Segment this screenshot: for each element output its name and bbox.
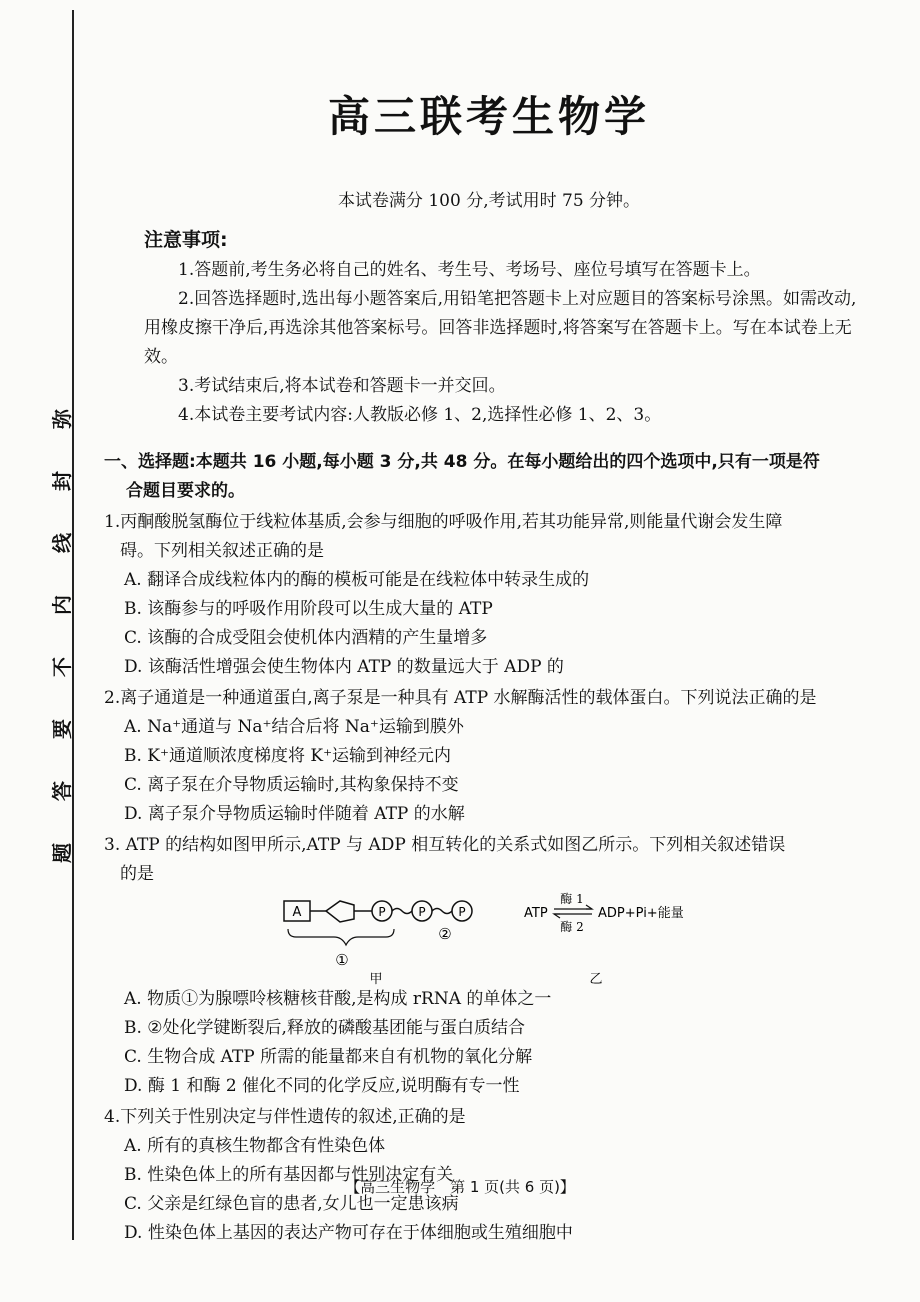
exam-page [104,72,874,1248]
section-line: 一、选择题:本题共 16 小题,每小题 3 分,共 48 分。在每小题给出的四个选项中,只有一项是符 [104,452,820,472]
phosphate-label: P [378,905,386,919]
option-d: D. 离子泵介导物质运输时伴随着 ATP 的水解 [124,804,465,824]
phosphate-label: P [418,905,426,919]
atp-diagram [104,889,874,985]
option-d: D. 酶 1 和酶 2 催化不同的化学反应,说明酶有专一性 [124,1076,520,1096]
option-c: C. 离子泵在介导物质运输时,其构象保持不变 [124,775,459,795]
option-c: C. 该酶的合成受阻会使机体内酒精的产生量增多 [124,628,488,648]
seal-char: 题 [50,843,74,863]
brace-1 [288,929,394,945]
section-heading [104,448,874,506]
option-c: C. 父亲是红绿色盲的患者,女儿也一定患该病 [124,1194,459,1214]
seal-char: 不 [50,657,74,677]
option-a: A. 翻译合成线粒体内的酶的模板可能是在线粒体中转录生成的 [124,570,590,590]
question-3 [104,831,874,1101]
seal-char: 内 [50,595,74,615]
seal-char: 封 [50,471,74,491]
mark-2: ② [438,925,452,943]
question-stem-cont: 的是 [120,864,154,884]
option-c: C. 生物合成 ATP 所需的能量都来自有机物的氧化分解 [124,1047,533,1067]
question-1 [104,508,874,682]
question-2 [104,684,874,829]
question-stem: 1.丙酮酸脱氢酶位于线粒体基质,会参与细胞的呼吸作用,若其功能异常,则能量代谢会发生障 [104,512,783,532]
option-b: B. 性染色体上的所有基因都与性别决定有关 [124,1165,454,1185]
option-b: B. 该酶参与的呼吸作用阶段可以生成大量的 ATP [124,599,493,619]
products-label: ADP+Pi+能量 [598,906,684,921]
option-b: B. K⁺通道顺浓度梯度将 K⁺运输到神经元内 [124,746,452,766]
question-stem-cont: 碍。下列相关叙述正确的是 [120,541,324,561]
mark-1: ① [335,951,349,969]
notice-list [144,256,864,430]
notice-item: 3.考试结束后,将本试卷和答题卡一并交回。 [178,376,506,396]
seal-char: 线 [50,533,74,553]
question-stem: 3. ATP 的结构如图甲所示,ATP 与 ADP 相互转化的关系式如图乙所示。下列相关叙述错误 [104,835,786,855]
notice-item: 2.回答选择题时,选出每小题答案后,用铅笔把答题卡上对应题目的答案标号涂黑。如需改动,用橡皮擦干净后,再选涂其他答案标号。回答非选择题时,将答案写在答题卡上。写在本试卷上无效。 [144,289,857,367]
seal-char: 答 [50,781,74,801]
figure-b-caption: 乙 [589,972,603,985]
adenine-label: A [292,905,302,920]
notice-heading: 注意事项: [144,229,228,251]
seal-char: 弥 [50,409,74,429]
atp-label: ATP [524,906,548,921]
enzyme-2-label: 酶 2 [560,920,584,934]
section-line: 合题目要求的。 [126,481,245,501]
seal-char: 要 [50,719,74,739]
ribose-pentagon [326,901,354,922]
option-b: B. ②处化学键断裂后,释放的磷酸基团能与蛋白质结合 [124,1018,525,1038]
page-footer: 【高三生物学 第 1 页(共 6 页)】 [345,1178,575,1196]
figure-a-caption: 甲 [369,972,383,985]
notice-item: 4.本试卷主要考试内容:人教版必修 1、2,选择性必修 1、2、3。 [178,405,662,425]
phosphate-label: P [458,905,466,919]
option-a: A. 物质①为腺嘌呤核糖核苷酸,是构成 rRNA 的单体之一 [124,989,552,1009]
seal-warning [50,400,74,872]
notice-item: 1.答题前,考生务必将自己的姓名、考生号、考场号、座位号填写在答题卡上。 [178,260,761,280]
exam-info: 本试卷满分 100 分,考试用时 75 分钟。 [337,191,641,211]
question-stem: 4.下列关于性别决定与伴性遗传的叙述,正确的是 [104,1107,466,1127]
question-stem: 2.离子通道是一种通道蛋白,离子泵是一种具有 ATP 水解酶活性的载体蛋白。下列说法正确的是 [104,688,817,708]
option-d: D. 性染色体上基因的表达产物可存在于体细胞或生殖细胞中 [124,1223,573,1243]
atp-figure [104,889,874,985]
option-a: A. 所有的真核生物都含有性染色体 [124,1136,386,1156]
enzyme-1-label: 酶 1 [560,892,584,906]
page-title: 高三联考生物学 [327,92,650,141]
option-a: A. Na⁺通道与 Na⁺结合后将 Na⁺运输到膜外 [124,717,464,737]
option-d: D. 该酶活性增强会使生物体内 ATP 的数量远大于 ADP 的 [124,657,564,677]
